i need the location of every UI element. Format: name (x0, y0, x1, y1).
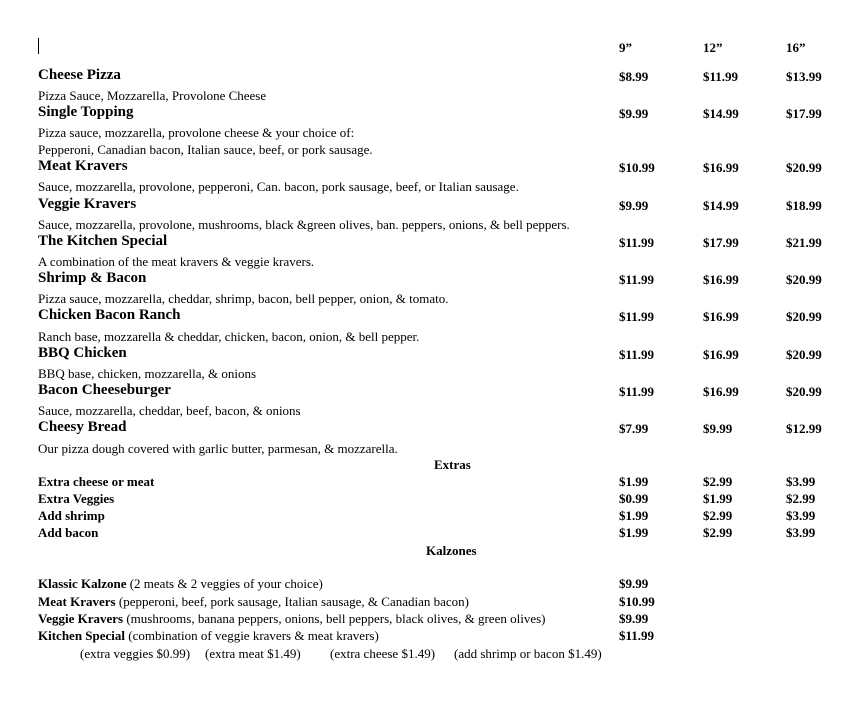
kalzone-addon-note: (extra veggies $0.99) (80, 646, 191, 661)
pizza-name: Cheese Pizza (38, 67, 121, 83)
price-16: $3.99 (786, 508, 816, 523)
price-16: $20.99 (786, 384, 822, 399)
kalzone-name: Meat Kravers (38, 594, 116, 609)
extra-name: Add shrimp (38, 508, 105, 523)
pizza-name: Single Topping (38, 104, 134, 120)
kalzone-item (38, 611, 545, 627)
kalzone-description: (combination of veggie kravers & meat kravers) (125, 628, 379, 643)
price-16: $12.99 (786, 421, 822, 436)
price-9: $11.99 (619, 347, 655, 362)
price-12: $14.99 (703, 198, 739, 213)
price-12: $2.99 (703, 525, 733, 540)
kalzone-addon-note: (add shrimp or bacon $1.49) (454, 646, 602, 661)
price-9: $1.99 (619, 525, 649, 540)
kalzone-addon-note: (extra meat $1.49) (205, 646, 301, 661)
kalzone-item (38, 628, 379, 644)
kalzone-price: $9.99 (619, 576, 649, 591)
extra-name: Extra cheese or meat (38, 474, 155, 489)
price-16: $2.99 (786, 491, 816, 506)
pizza-description: Pizza sauce, mozzarella, provolone cheese & your choice of: (38, 125, 355, 140)
price-12: $17.99 (703, 235, 739, 250)
pizza-description: Our pizza dough covered with garlic butter, parmesan, & mozzarella. (38, 441, 398, 456)
price-12: $11.99 (703, 69, 739, 84)
price-9: $8.99 (619, 69, 649, 84)
price-16: $3.99 (786, 474, 816, 489)
pizza-name: Shrimp & Bacon (38, 270, 147, 286)
kalzone-name: Kitchen Special (38, 628, 126, 643)
pizza-name: Bacon Cheeseburger (38, 382, 171, 398)
price-16: $3.99 (786, 525, 816, 540)
pizza-description: Pizza Sauce, Mozzarella, Provolone Cheese (38, 88, 267, 103)
pizza-name: Cheesy Bread (38, 419, 127, 435)
price-12: $16.99 (703, 160, 739, 175)
pizza-description: Sauce, mozzarella, cheddar, beef, bacon, & onions (38, 403, 301, 418)
kalzone-price: $11.99 (619, 628, 655, 643)
pizza-description: A combination of the meat kravers & veggie kravers. (38, 254, 315, 269)
pizza-description: Sauce, mozzarella, provolone, mushrooms, black &green olives, ban. peppers, onions, & bell peppers. (38, 217, 570, 232)
price-16: $20.99 (786, 309, 822, 324)
size-header-16: 16” (786, 40, 806, 55)
pizza-description: Pizza sauce, mozzarella, cheddar, shrimp, bacon, bell pepper, onion, & tomato. (38, 291, 449, 306)
price-9: $11.99 (619, 235, 655, 250)
price-12: $2.99 (703, 474, 733, 489)
price-12: $16.99 (703, 384, 739, 399)
price-9: $1.99 (619, 474, 649, 489)
extra-name: Add bacon (38, 525, 99, 540)
kalzone-description: (mushrooms, banana peppers, onions, bell peppers, black olives, & green olives) (123, 611, 546, 626)
pizza-description: BBQ base, chicken, mozzarella, & onions (38, 366, 257, 381)
kalzones-title: Kalzones (426, 543, 477, 558)
kalzone-price: $10.99 (619, 594, 655, 609)
kalzone-name: Klassic Kalzone (38, 576, 127, 591)
kalzone-item (38, 576, 323, 592)
price-9: $11.99 (619, 384, 655, 399)
extra-name: Extra Veggies (38, 491, 115, 506)
kalzone-description: (pepperoni, beef, pork sausage, Italian sausage, & Canadian bacon) (115, 594, 470, 609)
price-9: $7.99 (619, 421, 649, 436)
price-12: $9.99 (703, 421, 733, 436)
pizza-name: Veggie Kravers (38, 196, 137, 212)
price-12: $1.99 (703, 491, 733, 506)
price-9: $9.99 (619, 198, 649, 213)
pizza-name: The Kitchen Special (38, 233, 168, 249)
price-9: $9.99 (619, 106, 649, 121)
price-16: $17.99 (786, 106, 822, 121)
price-12: $16.99 (703, 309, 739, 324)
kalzone-addon-note: (extra cheese $1.49) (330, 646, 436, 661)
kalzone-description: (2 meats & 2 veggies of your choice) (126, 576, 323, 591)
text-cursor (38, 38, 39, 54)
pizza-description: Ranch base, mozzarella & cheddar, chicken, bacon, onion, & bell pepper. (38, 329, 420, 344)
price-16: $20.99 (786, 160, 822, 175)
price-12: $14.99 (703, 106, 739, 121)
pizza-name: Meat Kravers (38, 158, 128, 174)
price-16: $13.99 (786, 69, 822, 84)
pizza-description: Sauce, mozzarella, provolone, pepperoni, Can. bacon, pork sausage, beef, or Italian sausage. (38, 179, 519, 194)
price-9: $11.99 (619, 309, 655, 324)
price-9: $11.99 (619, 272, 655, 287)
kalzone-name: Veggie Kravers (38, 611, 124, 626)
price-16: $20.99 (786, 347, 822, 362)
price-12: $16.99 (703, 272, 739, 287)
price-16: $18.99 (786, 198, 822, 213)
kalzone-item (38, 594, 469, 610)
price-12: $16.99 (703, 347, 739, 362)
price-12: $2.99 (703, 508, 733, 523)
kalzone-price: $9.99 (619, 611, 649, 626)
extras-title: Extras (434, 457, 471, 472)
price-9: $10.99 (619, 160, 655, 175)
pizza-name: BBQ Chicken (38, 345, 127, 361)
price-9: $0.99 (619, 491, 649, 506)
size-header-9: 9” (619, 40, 632, 55)
pizza-name: Chicken Bacon Ranch (38, 307, 181, 323)
price-9: $1.99 (619, 508, 649, 523)
size-header-12: 12” (703, 40, 723, 55)
pizza-description: Pepperoni, Canadian bacon, Italian sauce, beef, or pork sausage. (38, 142, 373, 157)
price-16: $20.99 (786, 272, 822, 287)
price-16: $21.99 (786, 235, 822, 250)
